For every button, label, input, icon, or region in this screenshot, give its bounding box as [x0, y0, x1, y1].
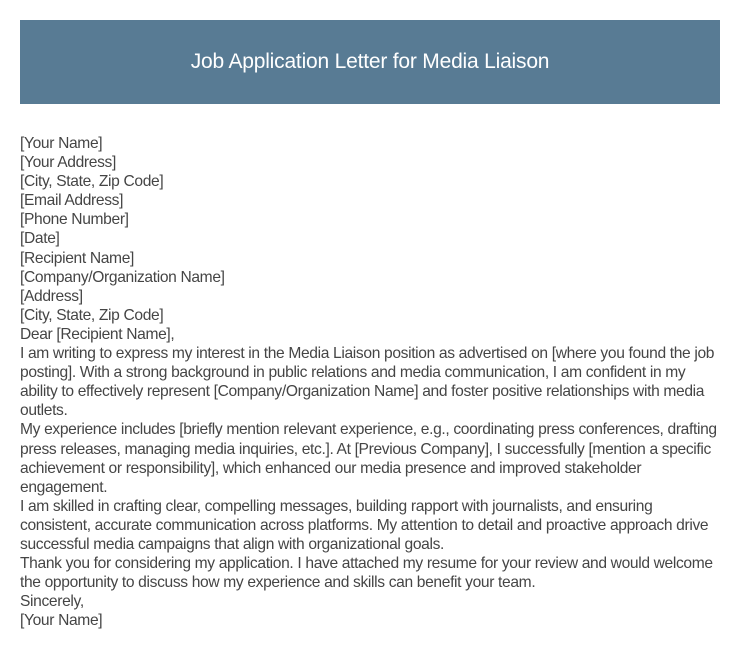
- paragraph-intro: I am writing to express my interest in the Media Liaison position as advertised on [where you found the job posting]. With a strong background in public relations and media communication, I am confident in my ability to effectively represent [Company/Organization Name] and foster positive relationships with media outlets.: [20, 345, 715, 420]
- letter-body: [20, 134, 725, 630]
- recipient-city-state-zip: [City, State, Zip Code]: [20, 306, 164, 324]
- recipient-address: [Address]: [20, 287, 83, 305]
- recipient-organization: [Company/Organization Name]: [20, 268, 225, 286]
- signature: [Your Name]: [20, 612, 103, 630]
- sender-email: [Email Address]: [20, 192, 124, 210]
- sender-phone: [Phone Number]: [20, 211, 129, 229]
- paragraph-experience: My experience includes [briefly mention relevant experience, e.g., coordinating press conferences, drafting press releases, managing media inquiries, etc.]. At [Previous Company], I successfully [mention a specific achievement or responsibility], which enhanced our media presence and improved stakeholder engagement.: [20, 421, 717, 496]
- recipient-name: [Recipient Name]: [20, 249, 135, 267]
- closing: Sincerely,: [20, 593, 84, 611]
- sender-city-state-zip: [City, State, Zip Code]: [20, 173, 164, 191]
- sender-address: [Your Address]: [20, 154, 116, 172]
- paragraph-closing: Thank you for considering my application. I have attached my resume for your review and would welcome the opportunity to discuss how my experience and skills can benefit your team.: [20, 555, 713, 592]
- page-title: Job Application Letter for Media Liaison: [190, 50, 550, 73]
- salutation: Dear [Recipient Name],: [20, 325, 175, 343]
- letter-date: [Date]: [20, 230, 60, 248]
- title-banner: [20, 20, 720, 104]
- sender-name: [Your Name]: [20, 135, 103, 152]
- paragraph-skills: I am skilled in crafting clear, compelling messages, building rapport with journalists, and ensuring consistent, accurate communication across platforms. My attention to detail and proactive approach drive successful media campaigns that align with organizational goals.: [20, 497, 709, 553]
